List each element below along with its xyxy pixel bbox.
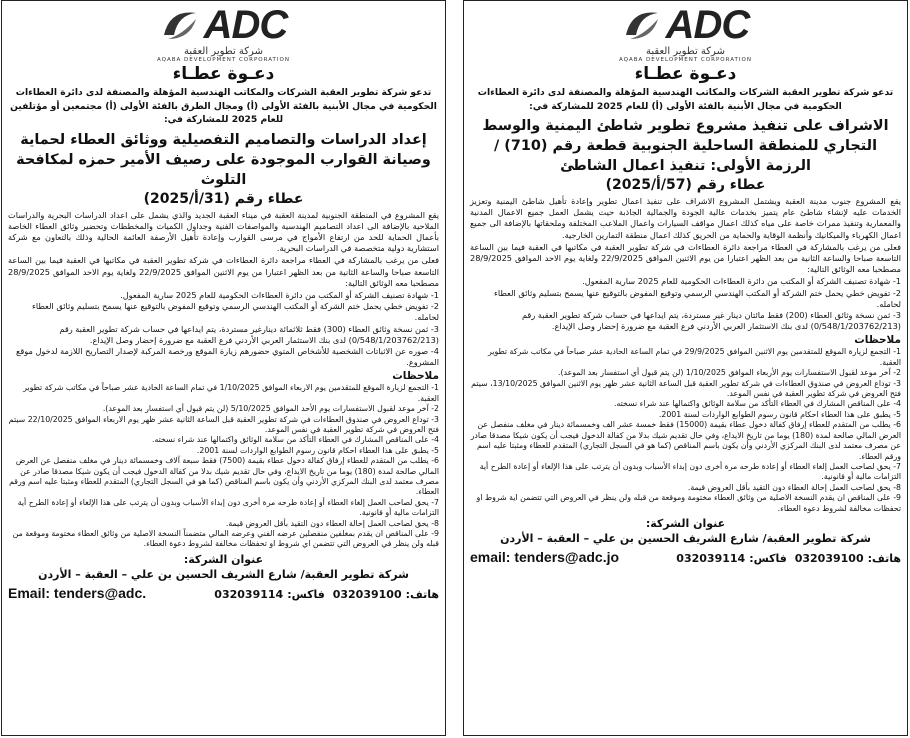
company-address: شركة تطوير العقبة/ شارع الشريف الحسين بن علي – العقبة – الأردن: [38, 567, 409, 581]
phone-number: 032039100: [332, 587, 402, 601]
note-item: 1- التجمع لزيارة الموقع للمتقدمين يوم الاربعاء الموافق 1/10/2025 في تمام الساعة الحادية عشر صباحاً في مكاتب شركة تطوير العقبة.: [23, 383, 439, 403]
fax-label: فاكس:: [749, 551, 787, 565]
logo-text: ADC: [665, 3, 750, 47]
tender-number: عطاء رقم (31/أ/2025): [143, 190, 304, 207]
address-title: عنوان الشركة:: [183, 552, 264, 566]
document-item: 1- شهادة تصنيف الشركة أو المكتب من دائرة العطاءات الحكومية للعام 2025 سارية المفعول.: [120, 289, 439, 300]
contact-line: [8, 585, 439, 601]
logo-arabic-name: شركة تطوير العقبة: [184, 46, 263, 57]
note-item: 8- يحق لصاحب العمل إحالة العطاء دون التقيد بأقل العروض قيمة.: [687, 482, 901, 492]
note-item: 4- على المناقص المشارك في العطاء التأكد من سلامة الوثائق واكتمالها عند شراء نسخته.: [613, 399, 901, 409]
note-item: 5- يطبق على هذا العطاء احكام قانون رسوم الطوابع الواردات لسنة 2001.: [658, 409, 901, 419]
company-address: شركة تطوير العقبة/ شارع الشريف الحسين بن علي – العقبة – الأردن: [500, 531, 871, 545]
purchase-instructions: فعلى من يرغب بالمشاركة في العطاء مراجعة دائرة العطاءات في شركة تطوير العقبة في مكاتبها في العقبة فيما بين الساعة التاسعة صباحا والساعة الثانية من بعد الظهر اعتبارا من يوم الاثنين الموافق 22/9/2025 ولغاية يوم الاحد الموافق 28/9/2025 مصطحبا معه الوثائق التالية:: [470, 241, 901, 275]
project-description: يقع المشروع في المنطقة الجنوبية لمدينة العقبة في ميناء العقبة الجديد والذي يشمل على اعداد الدراسات البحرية والدراسات الملاحية بالإضافة الى اعداد التصاميم الهندسية والمواصفات الفنية وجداول الكميات والمخططات وتحضير وثائق العطاء الخاصة بأعمال الحماية للحد من ارتفاع الأمواج في مرسى القوارب وإعادة تأهيل الأرصفة العائمة الحالية وذلك بالتعاون مع شركة استشارية دولية متخصصة في الدراسات البحرية.: [8, 209, 439, 254]
note-item: 6- يطلب من المتقدم للعطاء إرفاق كفالة دخول عطاء بقيمة (15000) فقط خمسة عشر الف وخمسمائة دينار في مغلف منفصل عن العرض المالي صالحة لمدة (180) يوما من تاريخ الايداع، وفي حال تقديم شيك بدلا من كفالة الدخول فيجب أن يكون شيكا مصدقا صادر عن مصرف معتمد لدى البنك المركزي الأردني وأن يكون باسم المناقص (كما هو في السجل التجاري) المتقدم للعطاء ومثبتا عليه اسم ورقم العطاء.: [470, 420, 901, 461]
document-item: 3- ثمن نسخة وثائق العطاء (200) فقط مائتان دينار غير مستردة، يتم ايداعها في حساب شركة تطوير العقبة رقم (0/548/1/203762/213) لدى بنك الاستثمار العربي الأردني فرع العقبة مع ضرورة إحضار وصل الإيداع.: [521, 310, 901, 332]
tender-number: عطاء رقم (57/أ/2025): [605, 177, 766, 193]
logo-english-name: AQABA DEVELOPMENT CORPORATION: [619, 57, 752, 63]
logo-text: ADC: [203, 3, 288, 47]
document-item: 2- تفويض خطي يحمل ختم الشركة أو المكتب الهندسي الرسمي وتوقيع المفوض بالتوقيع عنها يسمح بتسليم وثائق العطاء لحامله.: [493, 287, 901, 309]
adc-swirl-icon: [622, 5, 662, 45]
ad-intro: تدعو شركة تطوير العقبة الشركات والمكاتب الهندسية المؤهلة والمصنفة لدى دائرة العطاءات الحكومية في مجال الأبنية بالفئة الأولى (أ) ومجال الطرق بالفئة الأولى (أ) مجتمعين أو مؤتلفين للعام 2025 للمشاركة في:: [10, 87, 437, 125]
adc-swirl-icon: [160, 5, 200, 45]
required-documents: [8, 290, 439, 368]
address-title: عنوان الشركة:: [645, 516, 726, 530]
document-item: 1- شهادة تصنيف الشركة أو المكتب من دائرة العطاءات الحكومية للعام 2025 سارية المفعول.: [582, 276, 901, 287]
note-item: 8- يحق لصاحب العمل إحالة العطاء دون التقيد بأقل العروض قيمة.: [225, 518, 439, 528]
logo-english-name: AQABA DEVELOPMENT CORPORATION: [157, 57, 290, 63]
notes-list: [470, 347, 901, 514]
project-description: يقع المشروع جنوب مدينة العقبة ويشتمل المشروع الاشراف على تنفيذ اعمال تطوير وإعادة تأهيل شاطئ اليمنية وتعزيز الخدمات عليه لإنشاء شاطئ عام يتميز بخدمات عالية الجودة والجمالية الجاذبة حيث يشمل العمل جميع الاعمال المدنية والمعمارية وتنفيذ ممرات خاصة على مياه كذلك اعمال مواقف السيارات واعمال الملاعب المختلفة وملحقاتها بالإضافة الى جميع اعمال الكهرباء والميكانيك وأنظمة الوقاية والحماية من الحريق كذلك اعمال منطقة التمارين الخارجية.: [470, 196, 901, 240]
note-item: 3- توداع العروض في صندوق العطاءات في شركة تطوير العقبة قبل الساعة الثانية عشر ظهر يوم الاثنين الموافق 13/10/2025، سيتم فتح العروض في شركة تطوير العقبة في نفس الموعد.: [471, 378, 901, 399]
phone-label: هاتف:: [867, 551, 901, 565]
required-documents: [470, 276, 901, 332]
note-item: 3- توداع العروض في صندوق العطاءات في شركة تطوير العقبة قبل الساعة الثانية عشر ظهر يوم الاربعاء الموافق 22/10/2025 سيتم فتح العروض في شركة تطوير العقبة في نفس الموعد.: [8, 414, 439, 434]
note-item: 5- يطبق على هذا العطاء احكام قانون رسوم الطوابع الواردات لسنة 2001.: [196, 445, 439, 455]
email-address[interactable]: email: tenders@adc.jo: [470, 548, 620, 565]
note-item: 6- يطلب من المتقدم للعطاء إرفاق كفالة دخول عطاء بقيمة (7500) فقط سبعة آلاف وخمسمائة دينار في مغلف منفصل عن العرض المالي صالحة لمدة (180) يوما من تاريخ الايداع، وفي حال تقديم شيك بدلا من كفالة الدخول فيجب أن يكون شيكا مصدقا صادر عن مصرف معتمد لدى البنك المركزي الأردني وأن يكون باسم المناقص (كما هو في السجل التجاري) المتقدم للعطاء ومثبتا عليه اسم ورقم العطاء.: [9, 456, 439, 497]
document-item: 2- تفويض خطي يحمل ختم الشركة أو المكتب الهندسي الرسمي وتوقيع المفوض بالتوقيع عنها يسمح بتسليم وثائق العطاء لحامله.: [31, 301, 439, 323]
ad-intro: تدعو شركة تطوير العقبة الشركات والمكاتب الهندسية المؤهلة والمصنفة لدى دائرة العطاءات الحكومية في مجال الأبنية بالفئة الأولى (أ) للعام 2025 للمشاركة في:: [477, 87, 894, 112]
purchase-instructions: فعلى من يرغب بالمشاركة في العطاء مراجعة دائرة العطاءات في شركة تطوير العقبة في مكاتبها في العقبة فيما بين الساعة التاسعة صباحا والساعة الثانية من بعد الظهر اعتبارا من يوم الاثنين الموافق 22/9/2025 ولغاية يوم الاحد الموافق 28/9/2025 مصطحبا معه الوثائق التالية:: [8, 255, 439, 288]
logo-arabic-name: شركة تطوير العقبة: [646, 46, 725, 57]
tender-title: إعداد الدراسات والتصاميم التفصيلية ووثائق العطاء لحماية وصيانة القوارب الموجودة على رصيف الأمير حمزه لمكافحة التلوث: [16, 131, 431, 188]
fax-number: 032039114: [676, 551, 746, 565]
note-item: 7- يحق لصاحب العمل إلغاء العطاء أو إعادة طرحه مرة أخرى دون إبداء الأسباب وبدون أن يترتب على هذا الإلغاء أو إعادة الطرح أية التزامات مالية أو قانونية.: [17, 497, 439, 518]
fax-label: فاكس:: [287, 587, 325, 601]
phone-number: 032039100: [794, 551, 864, 565]
note-item: 4- على المناقص المشارك في العطاء التأكد من سلامة الوثائق واكتمالها عند شراء نسخته.: [151, 435, 439, 445]
notes-title: ملاحظات: [392, 370, 439, 383]
notes-list: [8, 383, 439, 550]
notes-title: ملاحظات: [854, 334, 901, 347]
ad-heading: دعـوة عطـاء: [634, 64, 737, 84]
document-item: 4- صوره عن الاثباتات الشخصية للأشخاص المتوي حضورهم زيارة الموقع ورخصة المركبة لإصدار التصاريح اللازمة لدخول موقع المشروع.: [15, 345, 439, 368]
note-item: 1- التجمع لزيارة الموقع للمتقدمين يوم الاثنين الموافق 29/9/2025 في تمام الساعة الحادية عشر صباحاً في مكاتب شركة تطوير العقبة.: [488, 347, 901, 367]
company-logo: [8, 5, 439, 63]
contact-line: [470, 549, 901, 565]
document-item: 3- ثمن نسخة وثائق العطاء (300) فقط ثلاثمائة دينارغير مستردة، يتم ايداعها في حساب شركة تطوير العقبة رقم (0/548/1/203762/213) لدى بنك الاستثمار العربي الأردني فرع العقبة مع ضرورة إحضار وصل الإيداع.: [59, 323, 439, 345]
note-item: 2- آخر موعد لقبول الاستفسارات يوم الأحد الموافق 5/10/2025 (لن يتم قبول أي استفسار بعد الموعد).: [102, 404, 439, 414]
note-item: 9- على المناقص ان يقدم النسخة الاصلية من وثائق العطاء مختومة وموقعة من قبله ولن ينظر في العروض التي تتضمن اية شروط او تحفظات مخالفة لشروط دعوة العطاء.: [476, 493, 901, 513]
fax-number: 032039114: [214, 587, 284, 601]
phone-label: هاتف:: [405, 587, 439, 601]
company-logo: [470, 5, 901, 63]
tender-ad-right: [463, 0, 908, 736]
ad-heading: دعـوة عطـاء: [172, 64, 275, 84]
note-item: 7- يحق لصاحب العمل إلغاء العطاء أو إعادة طرحه مرة أخرى دون إبداء الأسباب وبدون أن يترتب على هذا الإلغاء أو إعادة الطرح أية التزامات مالية أو قانونية.: [479, 461, 901, 482]
note-item: 2- آخر موعد لقبول الاستفسارات يوم الأربعاء الموافق 1/10/2025 (لن يتم قبول أي استفسار بعد الموعد).: [557, 368, 901, 378]
note-item: 9- على المناقص ان يقدم بمغلفين منفصلين عرضه الفني وعرضه المالي متضمناً النسخة الاصلية من وثائق العطاء مختومة وموقعة من قبله ولن ينظر في العروض التي تتضمن اي شروط او تحفظات مخالفة لشروط دعوة العطاء.: [12, 529, 439, 549]
tender-ad-left: [1, 0, 446, 736]
email-address[interactable]: Email: tenders@adc.: [8, 584, 147, 601]
tender-title: الاشراف على تنفيذ مشروع تطوير شاطئ اليمنية والوسط التجاري للمنطقة الساحلية الجنوبية قطعة رقم (710) / الرزمة الأولى: تنفيذ اعمال الشاطئ: [482, 118, 889, 174]
